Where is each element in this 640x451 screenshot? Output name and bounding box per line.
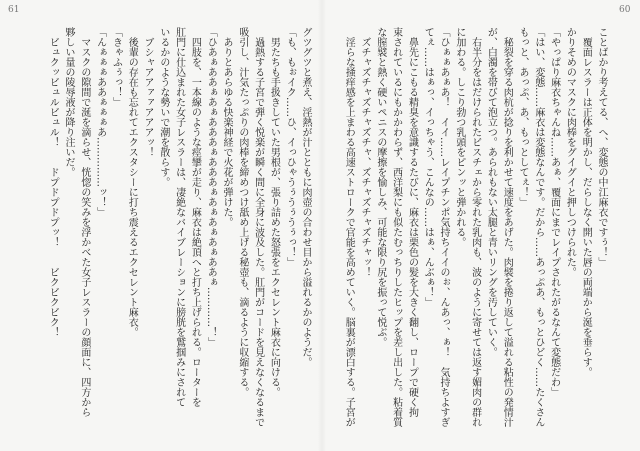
text-column: 秘裂を穿る肉杭が捻りを利かせて速度をあげた。肉襞を捲り返して溢れる粘性の発情汁 — [501, 27, 513, 427]
text-column: ビュクッビュルビュル！ ドプドプドプッ！ ビクビクビク！ — [47, 27, 59, 337]
page-left — [44, 27, 313, 433]
text-column: もっと、あっぷ、あ、もっとしてぇ！」 — [517, 27, 529, 207]
text-column: 夥しい量の陵辱液が降り注いだ。 — [63, 27, 75, 177]
text-column: 後輩の存在も忘れてエクスタシーに打ち震えるエクセレント麻衣。 — [126, 27, 138, 337]
text-column: 肛門に仕込まれた女子レスラーは、凄絶なバイブレーションに膀胱を鷲掴みにされて — [173, 27, 185, 407]
text-column: ズチャズチャズチャズチャ、ズチャズチャズチャッ！ — [359, 27, 371, 277]
text-column: ことばかり考えてる、へ、変態の中江麻衣ですぅ！」 — [596, 27, 607, 267]
page-right — [340, 27, 609, 433]
text-column: ありとあらゆる快楽神経で火花が弾けた。 — [221, 27, 233, 227]
text-column: 過熱する子宮で弾く悦楽が瞬く間に全身に波及した。肛門がコードを見えなくなるまで — [252, 27, 264, 427]
text-column: な膣襞と熱く硬いペニスの摩擦を愉しみ、可能な限り尻を振って悦ぶ。 — [374, 27, 386, 347]
text-column: 「きゃふぅっ！」 — [110, 27, 122, 107]
book-gutter — [318, 0, 326, 451]
text-column: 吸引し、汁気たっぷりの肉棒を締めつけ舐め上げる秘壺も、滴るように収縮する。 — [236, 27, 248, 397]
text-column: グツグツと煮え、淫熱が汁とともに肉壺の合わせ目から溢れるかのようだ。 — [300, 27, 311, 367]
text-column: 「ひあぁああぁあぁあああぁあああぁあぁあぁあぁああぁ…………！」 — [205, 27, 217, 347]
text-column: マスクの隙間で涎を滴らせ、恍惚の笑みを浮かべた女子レスラーの顔面に、四方から — [78, 27, 90, 417]
text-column: 鼻先にこもる精臭を意識するたびに、麻衣は栗色の髪を大きく翻し、ロープで硬く拘 — [406, 27, 418, 417]
text-column: 右半分をはだけられたビスチェから零れた乳肉も、波のように寄せては返す媚肉の群れ — [469, 27, 481, 427]
text-column: かりそめのマスクに肉棒をグイグイと押しつけられた。 — [564, 27, 576, 277]
text-column: 男たちも手扱きしていた男根が、張り詰めた怒張をエクセレント麻衣に向ける。 — [268, 27, 280, 397]
text-column: 「やっぱり麻衣ちゃんね……あぁ、覆面にまでレイプされたがるなんて変態だわ」 — [548, 27, 560, 397]
text-column: 四肢を、一本線のような痙攣が走り、麻衣は絶頂へと打ち上げられる。ローターを — [189, 27, 201, 407]
page-number-left: 61 — [8, 5, 20, 15]
text-column: 「ひぁぁあぁあ！ イイ……レイプチンポ気持ちイイのぉ、んあっ、ぁ！ 気持ちよすぎ — [438, 27, 450, 427]
text-column: 「んぁぁぁああぁぁぁあ……………ッ！」 — [94, 27, 106, 217]
text-column: 「はい、変態……麻衣は変態なんです。だから……あっぷあ、もっとひどく……たくさん — [532, 27, 544, 427]
page-number-right: 60 — [619, 5, 631, 15]
text-column: 淫らな掻痒感を上まわる高速ストロークで官能を高めていく。脳裏が漂白する。子宮が — [343, 27, 355, 427]
text-column: てぇ……はぁっ、イっちゃう、こんなの……はぁ、んぶぁ！」 — [422, 27, 434, 307]
text-column: ブシャアアァァアアアッ！ — [142, 27, 154, 157]
text-column: に加わる。しこり勃つ乳頭をピンッと弾かれる。 — [453, 27, 465, 247]
text-column: いるかのような勢いで潮を散らす。 — [157, 27, 169, 187]
text-column: 「も、もぉイク……ひ、イっひゃうぅうぅうぅっ！」 — [284, 27, 296, 267]
text-column: 覆面レスラーは正体を明かし、だらしなく開いた唇の両端から涎を垂らす。 — [580, 27, 592, 377]
text-column: が、白濁を帯びて泡立つ。あられもない太腿と青いリングを汚していく。 — [485, 27, 497, 357]
text-column: 束されているにもかかわらず、西洋梨にも似たむっちりしたヒップを差し出した。粘着質 — [390, 27, 402, 427]
